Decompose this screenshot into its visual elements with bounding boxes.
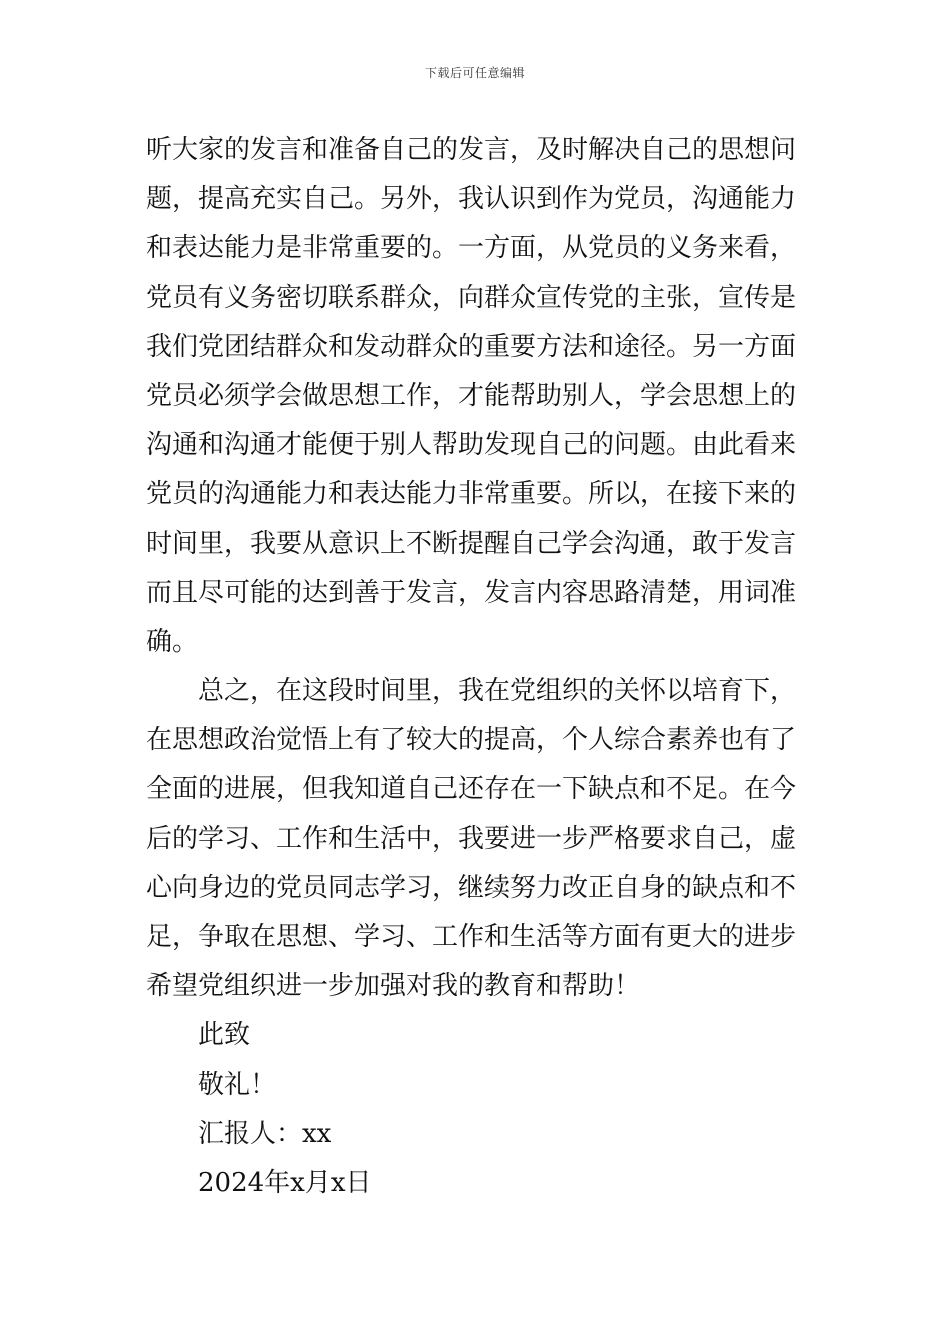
- closing-block: [146, 1011, 806, 1208]
- paragraph-line: 时间里，我要从意识上不断提醒自己学会沟通，敢于发言: [146, 528, 797, 559]
- paragraph-line: 党员有义务密切联系群众，向群众宣传党的主张，宣传是: [146, 282, 797, 313]
- paragraph-line: 总之，在这段时间里，我在党组织的关怀以培育下，: [198, 676, 797, 707]
- paragraph-line: 沟通和沟通才能便于别人帮助发现自己的问题。由此看来: [146, 430, 797, 461]
- paragraph-2: [146, 667, 806, 1011]
- paragraph-line: 党员必须学会做思想工作，才能帮助别人，学会思想上的: [146, 380, 797, 411]
- paragraph-line: 听大家的发言和准备自己的发言，及时解决自己的思想问: [146, 135, 797, 165]
- closing-respect: 敬礼！: [198, 1069, 277, 1100]
- page-header: 下载后可任意编辑: [424, 66, 525, 80]
- paragraph-1: [146, 126, 806, 667]
- paragraph-line: 而且尽可能的达到善于发言，发言内容思路清楚，用词准: [146, 577, 797, 608]
- paragraph-line: 党员的沟通能力和表达能力非常重要。所以，在接下来的: [146, 479, 797, 510]
- closing-date: 2024年x月x日: [198, 1167, 372, 1198]
- paragraph-line: 在思想政治觉悟上有了较大的提高，个人综合素养也有了: [146, 725, 797, 756]
- closing-salutation: 此致: [198, 1020, 251, 1051]
- paragraph-line: 确。: [146, 626, 199, 657]
- paragraph-line: 足，争取在思想、学习、工作和生活等方面有更大的进步: [146, 922, 797, 952]
- closing-reporter: 汇报人：xx: [198, 1118, 332, 1149]
- paragraph-line: 和表达能力是非常重要的。一方面，从党员的义务来看，: [146, 233, 797, 264]
- paragraph-line: 全面的进展，但我知道自己还存在一下缺点和不足。在今: [146, 774, 797, 805]
- paragraph-line: 希望党组织进一步加强对我的教育和帮助！: [146, 971, 641, 1002]
- document-body: [146, 126, 806, 1208]
- paragraph-line: 我们党团结群众和发动群众的重要方法和途径。另一方面: [146, 331, 797, 362]
- paragraph-line: 后的学习、工作和生活中，我要进一步严格要求自己，虚: [146, 823, 797, 854]
- paragraph-line: 心向身边的党员同志学习，继续努力改正自身的缺点和不: [146, 872, 797, 903]
- paragraph-line: 题，提高充实自己。另外，我认识到作为党员，沟通能力: [146, 184, 797, 215]
